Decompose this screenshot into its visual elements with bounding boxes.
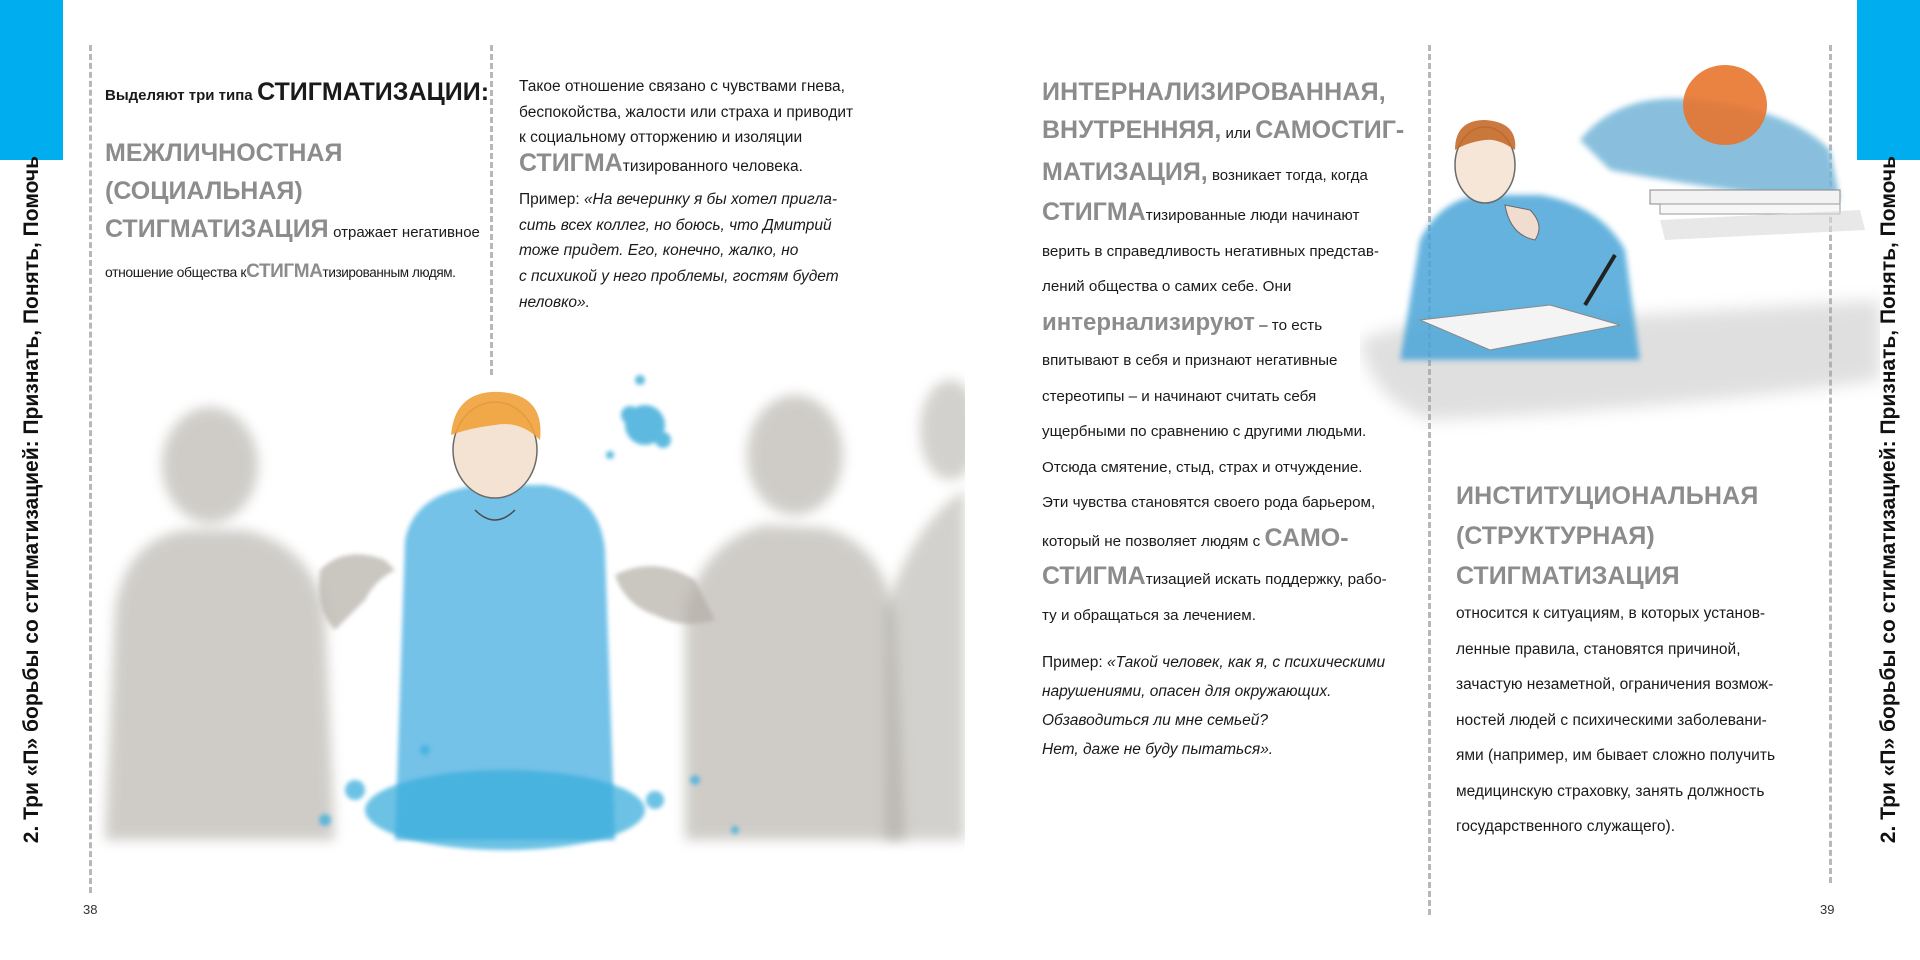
example-right: Пример: «Такой человек, как я, с психическими нарушениями, опасен для окружающих. Обзаводиться ли мне семьей? Нет, даже не буду пытаться». xyxy=(1042,654,1386,758)
internal-line13: который не позволяет людям с САМО- xyxy=(1042,523,1349,552)
institutional-section: ИНСТИТУЦИОНАЛЬНАЯ (СТРУКТУРНАЯ) СТИГМАТИЗАЦИЯ относится к ситуациям, в которых установ- ленные правила, становятся причиной, зачастую незаметной, ограничения возмож- ностей людей с психическими заболевани- ями (например, им бывает сложно получить медицинскую страховку, занять должность государственного служащего). xyxy=(1456,476,1836,845)
internal-line2: ВНУТРЕННЯЯ, или САМОСТИГ- xyxy=(1042,116,1405,144)
internal-line14: СТИГМАтизацией искать поддержку, рабо- xyxy=(1042,562,1387,590)
interpersonal-line3: СТИГМАТИЗАЦИЯ отражает негативное xyxy=(105,215,480,243)
internal-line7: интернализируют – то есть xyxy=(1042,308,1323,336)
interpersonal-section: МЕЖЛИЧНОСТНАЯ (СОЦИАЛЬНАЯ) СТИГМАТИЗАЦИЯ отражает негативное отношение общества кСТИГМАтизированным людям. xyxy=(105,134,485,293)
side-title-right: 2. Три «П» борьбы со стигматизацией: Признать, Понять, Помочь xyxy=(1876,156,1900,844)
side-title-left: 2. Три «П» борьбы со стигматизацией: Признать, Понять, Помочь xyxy=(19,156,43,844)
internal-line3: МАТИЗАЦИЯ, возникает тогда, когда xyxy=(1042,158,1368,186)
grey-figure-left xyxy=(105,407,335,840)
interpersonal-line4: отношение общества кСТИГМАтизированным людям. xyxy=(105,261,456,282)
grey-figure-far-right xyxy=(885,380,965,840)
slumped-figure xyxy=(1580,65,1865,240)
grey-figure-right xyxy=(685,395,905,840)
dashed-rule-left-center xyxy=(490,45,493,375)
internal-line4: СТИГМАтизированные люди начинают xyxy=(1042,198,1360,226)
accent-tab-left xyxy=(0,0,63,160)
page-number-right: 39 xyxy=(1820,902,1835,917)
pointing-hand-left xyxy=(319,554,395,630)
example-left: Пример: «На вечеринку я бы хотел пригла- сить всех коллег, но боюсь, что Дмитрий тоже придет. Его, конечно, жалко, но с психикой у него проблемы, гостям будет неловко». xyxy=(519,191,839,311)
feelings-line4: СТИГМАтизированного человека. xyxy=(519,149,803,178)
feelings-paragraph: Такое отношение связано с чувствами гнева, беспокойства, жалости или страха и приводит к социальному отторжению и изоляции СТИГМАтизированного человека. xyxy=(519,74,899,180)
dashed-rule-left-margin xyxy=(89,45,92,893)
intro-line: Выделяют три типа СТИГМАТИЗАЦИИ: xyxy=(105,78,490,106)
institutional-body: относится к ситуациям, в которых установ- ленные правила, становятся причиной, зачастую незаметной, ограничения возмож- ностей людей с психическими заболевани- ями (например, им бывает сложно получить медицинскую страховку, занять должность государственного служащего). xyxy=(1456,605,1776,835)
crowd-pointing-illustration xyxy=(95,370,965,890)
page-number-left: 38 xyxy=(83,902,98,917)
blue-splash-top xyxy=(606,375,671,459)
man-at-desk-illustration xyxy=(1360,50,1880,435)
internalized-section: ИНТЕРНАЛИЗИРОВАННАЯ, ВНУТРЕННЯЯ, или САМОСТИГ- МАТИЗАЦИЯ, возникает тогда, когда СТИГМАтизированные люди начинают верить в справедливость негативных представ- лений общества о самих себе. Они интернализируют – то есть впитывают в себя и признают негативные стереотипы – и начинают считать себя ущербными по сравнению с другими людьми. Отсюда смятение, стыд, страх и отчуждение. Эти чувства становятся своего рода барьером, который не позволяет людям с САМО- СТИГМАтизацией искать поддержку, рабо- ту и обращаться за лечением. xyxy=(1042,73,1422,633)
